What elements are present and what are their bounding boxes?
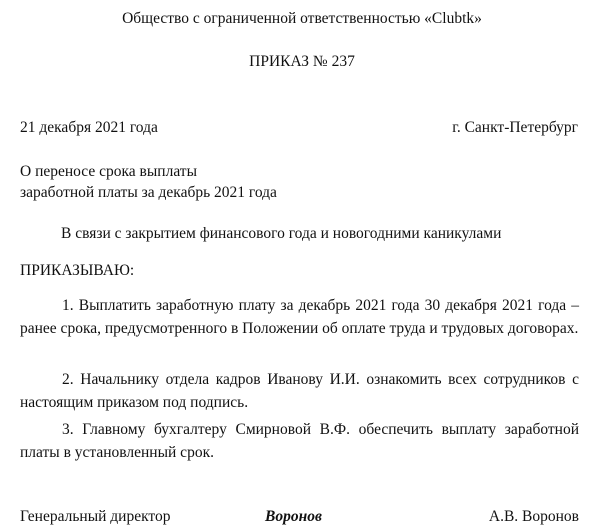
signature: Воронов: [265, 508, 322, 525]
signer-name: А.В. Воронов: [488, 508, 579, 525]
subject-line-2: заработной платы за декабрь 2021 года: [20, 184, 277, 201]
order-item-3: 3. Главному бухгалтеру Смирновой В.Ф. обеспечить выплату заработной платы в установленный срок.: [20, 421, 579, 461]
order-word: ПРИКАЗЫВАЮ:: [20, 262, 135, 279]
signer-position: Генеральный директор: [20, 508, 171, 525]
order-date: 21 декабря 2021 года: [20, 119, 158, 136]
order-title: ПРИКАЗ № 237: [249, 53, 355, 70]
preamble: В связи с закрытием финансового года и новогодними каникулами: [61, 225, 502, 242]
order-item-2: 2. Начальнику отдела кадров Иванову И.И. ознакомить всех сотрудников с настоящим приказом под подпись.: [20, 371, 579, 411]
order-item-1: 1. Выплатить заработную плату за декабрь 2021 года 30 декабря 2021 года – ранее срока, предусмотренного в Положении об оплате труда и трудовых договорах.: [20, 297, 579, 337]
order-city: г. Санкт-Петербург: [452, 119, 578, 136]
subject-line-1: О переносе срока выплаты: [20, 163, 197, 180]
company-name: Общество с ограниченной ответственностью «Clubtk»: [122, 10, 482, 27]
